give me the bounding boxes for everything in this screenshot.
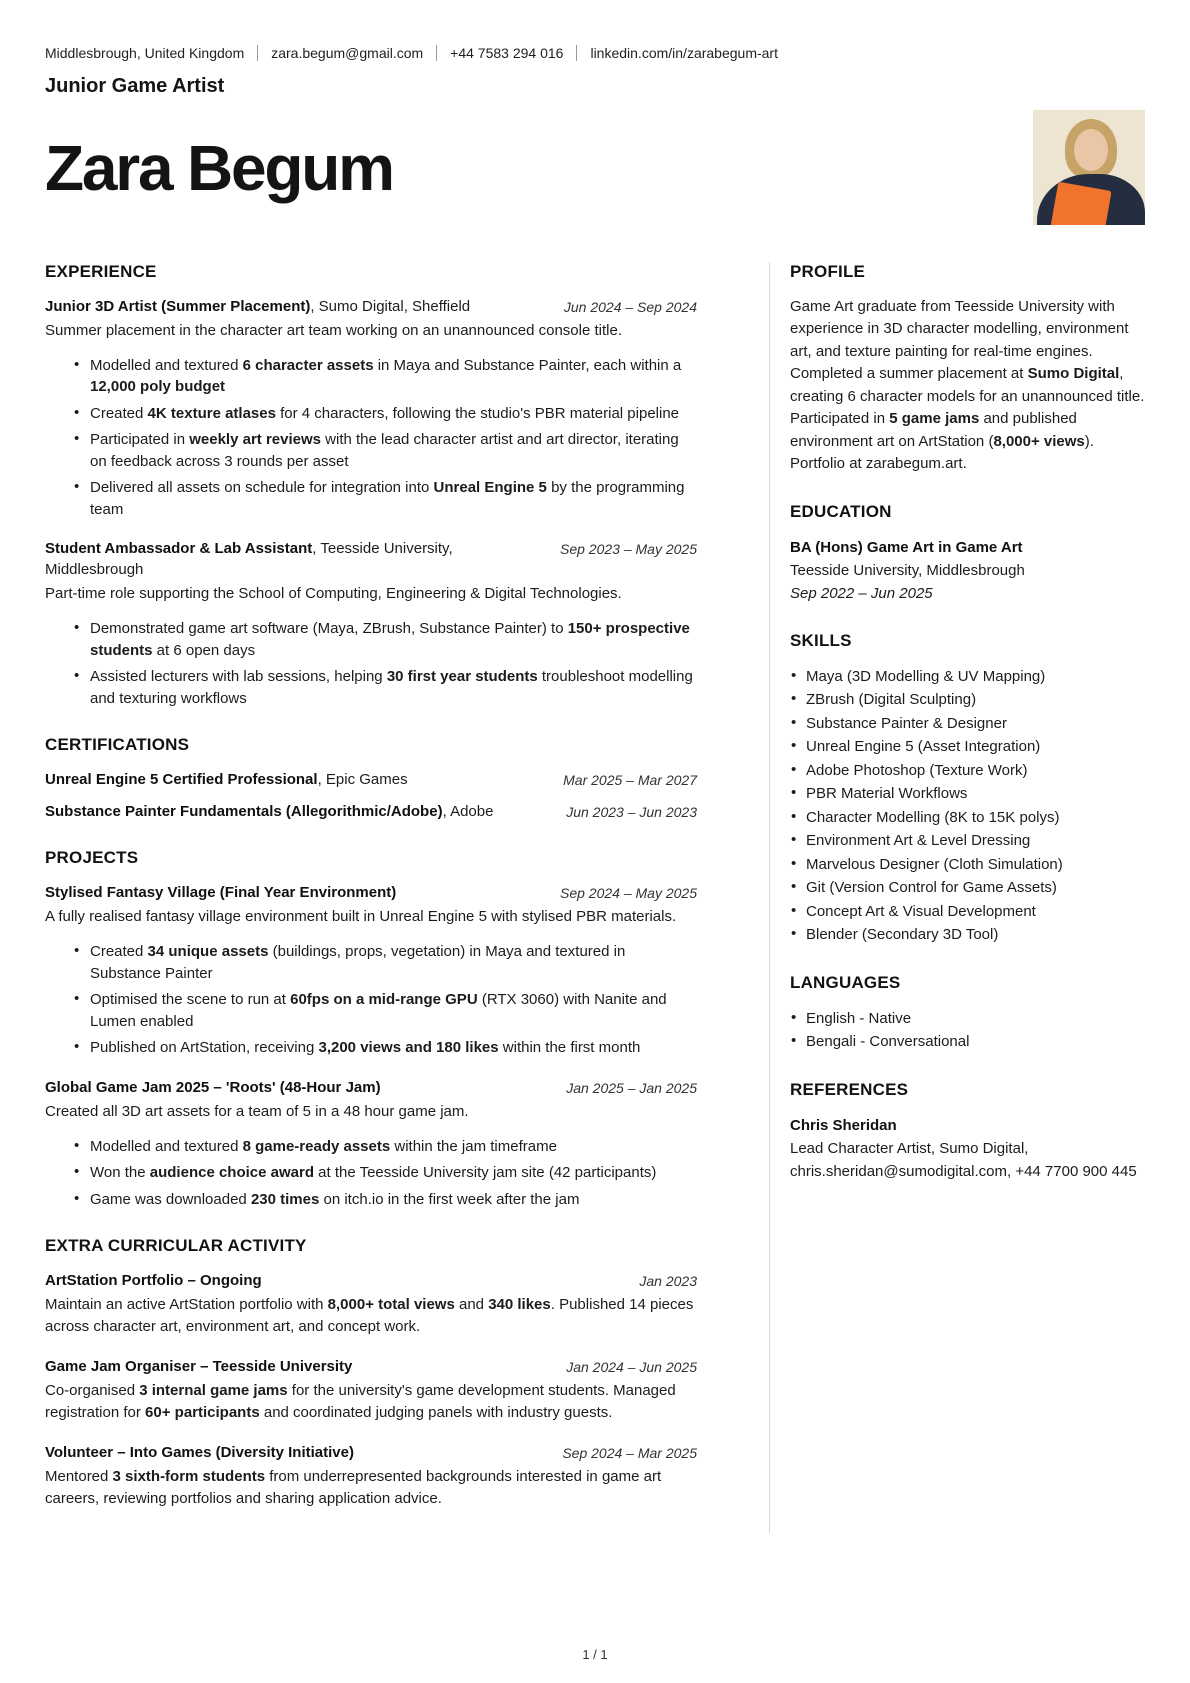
text: Modelled and textured — [90, 356, 243, 374]
entry-title — [45, 296, 546, 317]
bullet-item — [45, 1189, 697, 1211]
text: Assisted lecturers with lab sessions, helping — [90, 668, 387, 686]
bullet-list — [45, 1136, 697, 1211]
entry-summary — [45, 1101, 697, 1123]
entry-head — [45, 801, 697, 822]
text: (buildings, props, vegetation) in Maya and textured in Substance Painter — [90, 943, 626, 982]
skill-item: • Concept Art & Visual Development — [790, 900, 1145, 924]
text: and coordinated judging panels with industry guests. — [259, 1404, 613, 1422]
entry-title — [45, 801, 548, 822]
contact-phone: +44 7583 294 016 — [450, 45, 564, 61]
text: ). Portfolio at zarabegum.art. — [790, 432, 1094, 473]
entry-summary — [45, 1380, 697, 1424]
bold-text: Student Ambassador & Lab Assistant — [45, 540, 313, 558]
contact-separator — [257, 45, 258, 61]
text: from underrepresented backgrounds interested in game art careers, reviewing portfolios and sharing application advice. — [45, 1468, 662, 1508]
entry — [45, 296, 697, 521]
section-heading: EDUCATION — [790, 501, 892, 521]
skills-list — [790, 665, 1145, 947]
text: Maintain an active ArtStation portfolio with — [45, 1296, 328, 1314]
text: , Sumo Digital, Sheffield — [310, 297, 471, 315]
text: on itch.io in the first week after the jam — [319, 1190, 580, 1208]
bullet-item — [45, 403, 697, 425]
bullet-item — [45, 1037, 697, 1059]
bullet-item — [45, 1136, 697, 1158]
section-profile — [790, 262, 1145, 476]
skill-item: • Environment Art & Level Dressing — [790, 829, 1145, 853]
photo-face-shape — [1074, 129, 1108, 171]
section-languages — [790, 973, 1145, 1054]
bold-text: 8,000+ views — [993, 432, 1085, 450]
text: Part-time role supporting the School of Computing, Engineering & Digital Technologies. — [45, 585, 622, 603]
entry-summary — [45, 1466, 697, 1510]
bold-text: audience choice award — [149, 1164, 314, 1182]
entry-head — [45, 538, 697, 580]
text: and published environment art on ArtStation ( — [790, 410, 1077, 450]
bullet-list — [45, 355, 697, 521]
text: Optimised the scene to run at — [90, 991, 291, 1009]
text: Game Art graduate from Teesside University with experience in 3D character modelling, environment art, and texture painting for real-time engines. Completed a summer placement at — [790, 297, 1129, 383]
entry — [45, 538, 697, 709]
detail-line: Teesside University, Middlesbrough — [790, 561, 1025, 579]
bullet-item — [45, 941, 697, 984]
bold-text: 340 likes — [488, 1296, 551, 1314]
text: for the university's game development students. Managed registration for — [45, 1382, 676, 1422]
contact-email: zara.begum@gmail.com — [271, 45, 424, 61]
bold-text: Game Jam Organiser – Teesside University — [45, 1358, 353, 1376]
two-column-body — [45, 262, 1145, 1533]
text: in Maya and Substance Painter, each within a — [373, 356, 682, 374]
bold-text: Junior 3D Artist (Summer Placement) — [45, 297, 311, 315]
entry-title — [45, 1442, 544, 1463]
bullet-item — [45, 355, 697, 398]
contact-location: Middlesbrough, United Kingdom — [45, 45, 245, 61]
contact-separator — [436, 45, 437, 61]
bold-text: Volunteer – Into Games (Diversity Initiative) — [45, 1444, 354, 1462]
section-heading: LANGUAGES — [790, 972, 901, 992]
skill-item: • ZBrush (Digital Sculpting) — [790, 688, 1145, 712]
entry — [45, 1270, 697, 1338]
text: for 4 characters, following the studio's PBR material pipeline — [275, 404, 680, 422]
entry-head — [45, 296, 697, 317]
skill-item: • Substance Painter & Designer — [790, 712, 1145, 736]
section-references — [790, 1080, 1145, 1183]
entry-title — [45, 1077, 548, 1098]
entry-title — [45, 769, 545, 790]
bold-text: 30 first year students — [386, 668, 538, 686]
section-heading: SKILLS — [790, 630, 852, 650]
text: , Adobe — [442, 803, 494, 821]
text: Modelled and textured — [90, 1137, 243, 1155]
section-heading: EXPERIENCE — [45, 261, 157, 281]
bold-text: Unreal Engine 5 Certified Professional — [45, 771, 318, 789]
entry-summary — [45, 906, 697, 928]
bullet-item — [45, 618, 697, 661]
text: Delivered all assets on schedule for integration into — [90, 479, 434, 497]
contact-linkedin: linkedin.com/in/zarabegum-art — [590, 45, 778, 61]
entry-summary — [45, 583, 697, 605]
text: , Epic Games — [317, 771, 408, 789]
language-item: • English - Native — [790, 1007, 1145, 1031]
text: Co-organised — [45, 1382, 140, 1400]
bold-text: 230 times — [250, 1190, 320, 1208]
entry-title — [45, 1270, 621, 1291]
text: , creating 6 character models for an unannounced title. Participated in — [790, 365, 1145, 428]
section-projects — [45, 848, 697, 1210]
entry-summary — [45, 320, 697, 342]
entry — [45, 882, 697, 1059]
bold-text: Unreal Engine 5 — [433, 479, 547, 497]
page-number: 1 / 1 — [582, 1647, 608, 1662]
bold-text: 12,000 poly budget — [90, 378, 226, 396]
bold-text: Substance Painter Fundamentals (Allegorithmic/Adobe) — [45, 803, 443, 821]
bullet-item — [45, 429, 697, 472]
bold-text: 6 character assets — [242, 356, 374, 374]
entry-head — [45, 1442, 697, 1463]
bold-text: 8 game-ready assets — [242, 1137, 391, 1155]
bold-text: 34 unique assets — [147, 943, 269, 961]
entry-date: Sep 2024 – Mar 2025 — [562, 1445, 697, 1462]
entry — [45, 1442, 697, 1510]
entry — [45, 801, 697, 822]
bold-text: 60fps on a mid-range GPU — [290, 991, 478, 1009]
section-heading: PROFILE — [790, 261, 866, 281]
bold-text: 60+ participants — [145, 1404, 260, 1422]
text: by the programming team — [90, 479, 685, 518]
contact-separator — [576, 45, 577, 61]
section-heading: PROJECTS — [45, 848, 139, 868]
entry-head — [45, 1077, 697, 1098]
skill-item: • Adobe Photoshop (Texture Work) — [790, 759, 1145, 783]
section-education — [790, 502, 1145, 605]
text: Created — [90, 943, 148, 961]
language-item: • Bengali - Conversational — [790, 1030, 1145, 1054]
detail-line: Chris Sheridan — [790, 1116, 897, 1134]
detail-line: Lead Character Artist, Sumo Digital, chris.sheridan@sumodigital.com, +44 7700 900 445 — [790, 1139, 1137, 1180]
entry-head — [45, 769, 697, 790]
text: Won the — [90, 1164, 150, 1182]
text: Published on ArtStation, receiving — [90, 1039, 319, 1057]
bullet-item — [45, 666, 697, 709]
left-column — [45, 262, 697, 1533]
text: A fully realised fantasy village environment built in Unreal Engine 5 with stylised PBR materials. — [45, 908, 677, 926]
text: Created all 3D art assets for a team of 5 in a 48 hour game jam. — [45, 1102, 469, 1120]
text: Demonstrated game art software (Maya, ZBrush, Substance Painter) to — [90, 620, 568, 638]
entry-title — [45, 882, 542, 903]
section-skills — [790, 631, 1145, 947]
text: within the first month — [498, 1039, 641, 1057]
bold-text: weekly art reviews — [189, 431, 321, 449]
entry-date: Sep 2024 – May 2025 — [560, 885, 697, 902]
right-column — [769, 262, 1145, 1533]
entry-date: Mar 2025 – Mar 2027 — [563, 772, 697, 789]
text: at 6 open days — [152, 641, 256, 659]
skill-item: • Character Modelling (8K to 15K polys) — [790, 806, 1145, 830]
entry-summary — [45, 1294, 697, 1338]
bold-text: 150+ prospective students — [90, 620, 690, 659]
bold-text: Sumo Digital — [1027, 365, 1120, 383]
entry — [45, 1356, 697, 1424]
entry — [45, 1077, 697, 1211]
contact-row — [45, 45, 1145, 61]
bold-text: 4K texture atlases — [147, 404, 276, 422]
entry-date: Sep 2023 – May 2025 — [560, 541, 697, 558]
entry — [45, 769, 697, 790]
detail-line: BA (Hons) Game Art in Game Art — [790, 538, 1023, 556]
text: , Teesside University, Middlesbrough — [45, 540, 453, 579]
skill-item: • Unreal Engine 5 (Asset Integration) — [790, 735, 1145, 759]
bold-text: 3 internal game jams — [139, 1382, 288, 1400]
bullet-list — [45, 941, 697, 1059]
text: with the lead character artist and art director, iterating on feedback across 3 rounds per asset — [90, 431, 679, 470]
bold-text: 5 game jams — [889, 410, 980, 428]
text: Summer placement in the character art team working on an unannounced console title. — [45, 321, 622, 339]
section-certifications — [45, 735, 697, 822]
bold-text: ArtStation Portfolio – Ongoing — [45, 1272, 262, 1290]
entry-date: Jan 2025 – Jan 2025 — [566, 1079, 697, 1096]
detail-line: Sep 2022 – Jun 2025 — [790, 584, 933, 602]
section-heading: CERTIFICATIONS — [45, 735, 190, 755]
entry-head — [45, 882, 697, 903]
bold-text: Global Game Jam 2025 – 'Roots' (48-Hour Jam) — [45, 1078, 381, 1096]
entry-date: Jan 2024 – Jun 2025 — [566, 1359, 697, 1376]
text: Created — [90, 404, 148, 422]
text: troubleshoot modelling and texturing workflows — [90, 668, 693, 707]
section-heading: REFERENCES — [790, 1079, 909, 1099]
entry-date: Jan 2023 — [639, 1273, 697, 1290]
skill-item: • PBR Material Workflows — [790, 782, 1145, 806]
profile-photo — [1033, 110, 1145, 225]
section-extra-curricular-activity — [45, 1236, 697, 1510]
text: Mentored — [45, 1468, 113, 1486]
bullet-item — [45, 989, 697, 1032]
bullet-item — [45, 1162, 697, 1184]
bold-text: 3,200 views and 180 likes — [318, 1039, 499, 1057]
entry-head — [45, 1356, 697, 1377]
text: Game was downloaded — [90, 1190, 251, 1208]
entry-date: Jun 2024 – Sep 2024 — [563, 298, 697, 315]
bold-text: 3 sixth-form students — [112, 1468, 266, 1486]
skill-item: • Maya (3D Modelling & UV Mapping) — [790, 665, 1145, 689]
entry-date: Jun 2023 – Jun 2023 — [566, 804, 697, 821]
text: within the jam timeframe — [390, 1137, 557, 1155]
text: . Published 14 pieces across character art, environment art, and concept work. — [45, 1296, 694, 1336]
languages-list — [790, 1007, 1145, 1054]
skill-item: • Git (Version Control for Game Assets) — [790, 876, 1145, 900]
entry-head — [45, 1270, 697, 1291]
section-heading: EXTRA CURRICULAR ACTIVITY — [45, 1236, 307, 1256]
page-title: Zara Begum — [45, 132, 393, 204]
section-experience — [45, 262, 697, 710]
profile-paragraph — [790, 296, 1145, 476]
text: Participated in — [90, 431, 190, 449]
bullet-list — [45, 618, 697, 709]
text: (RTX 3060) with Nanite and Lumen enabled — [90, 991, 667, 1030]
entry-title — [45, 538, 542, 580]
text: at the Teesside University jam site (42 participants) — [314, 1164, 657, 1182]
bold-text: Stylised Fantasy Village (Final Year Environment) — [45, 884, 397, 902]
role-title: Junior Game Artist — [45, 75, 225, 97]
text: and — [454, 1296, 489, 1314]
bullet-item — [45, 477, 697, 520]
entry-title — [45, 1356, 548, 1377]
skill-item: • Blender (Secondary 3D Tool) — [790, 923, 1145, 947]
skill-item: • Marvelous Designer (Cloth Simulation) — [790, 853, 1145, 877]
bold-text: 8,000+ total views — [327, 1296, 455, 1314]
